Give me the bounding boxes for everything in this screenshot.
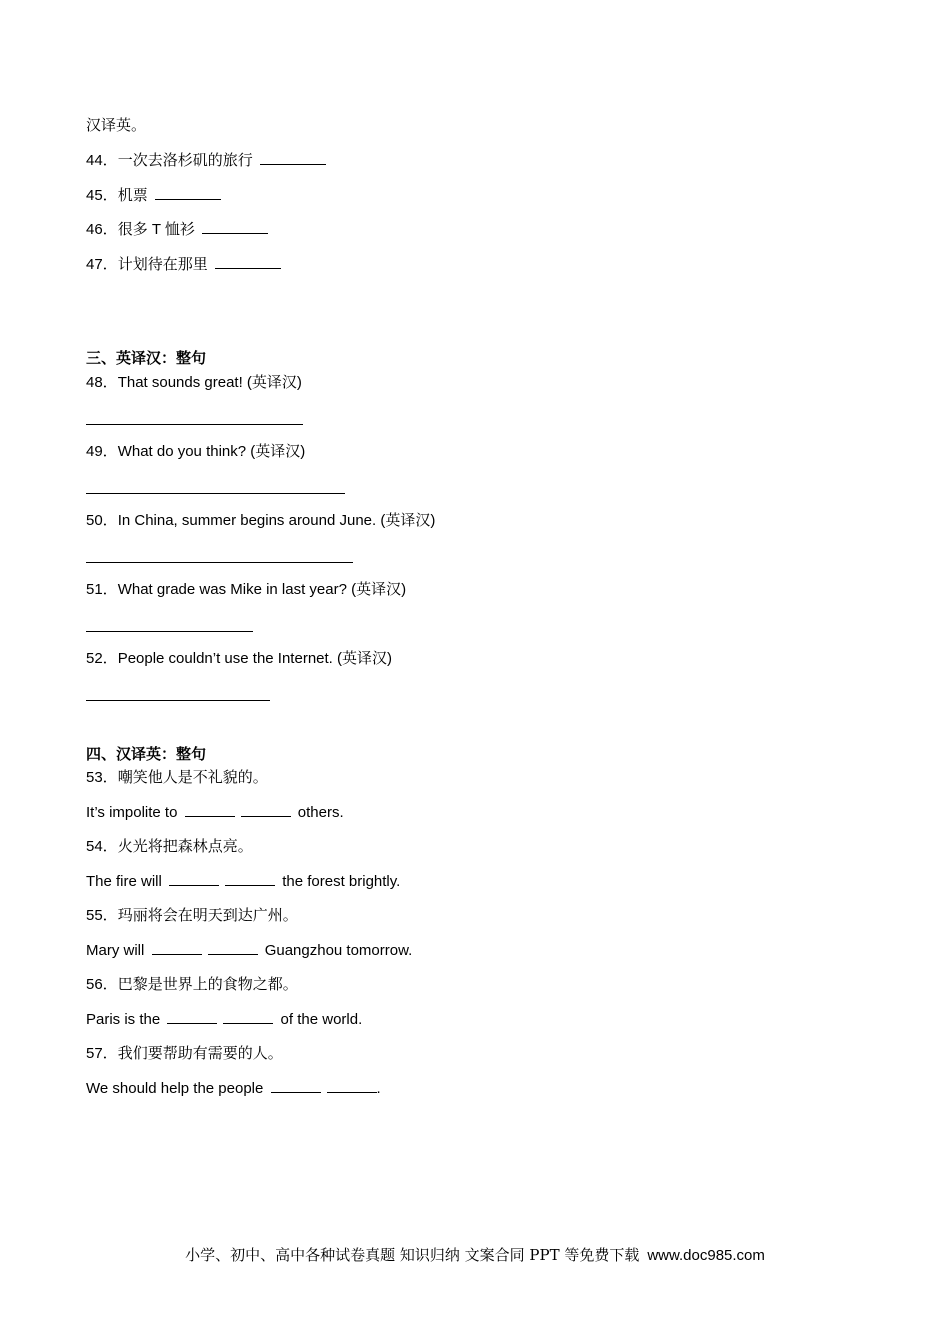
answer-blank[interactable] — [202, 219, 268, 234]
answer-blank[interactable] — [225, 871, 275, 886]
sentence-start: It’s impolite to — [86, 804, 178, 821]
answer-blank[interactable] — [169, 871, 219, 886]
question-text: 嘲笑他人是不礼貌的。 — [117, 769, 268, 786]
question-46 — [86, 219, 271, 240]
answer-line[interactable] — [86, 424, 303, 425]
question-55-en — [86, 940, 412, 961]
answer-line[interactable] — [86, 700, 270, 701]
question-56-en — [86, 1009, 362, 1030]
question-49 — [86, 442, 305, 462]
answer-blank[interactable] — [152, 940, 202, 955]
question-45 — [86, 185, 224, 206]
question-number: 55． — [86, 907, 118, 924]
question-48 — [86, 373, 302, 393]
answer-blank[interactable] — [327, 1078, 377, 1093]
question-56-cn — [86, 975, 298, 995]
answer-blank[interactable] — [223, 1009, 273, 1024]
question-number: 51． — [86, 581, 118, 598]
question-text: People couldn’t use the Internet. (英译汉) — [117, 650, 392, 667]
question-text: What do you think? (英译汉) — [117, 443, 306, 460]
question-number: 44． — [86, 152, 118, 169]
question-50 — [86, 511, 435, 531]
question-text: 玛丽将会在明天到达广州。 — [117, 907, 298, 924]
section-4-title: 四、汉译英：整句 — [86, 745, 207, 763]
question-51 — [86, 580, 406, 600]
question-44 — [86, 150, 329, 171]
question-57-en — [86, 1078, 381, 1099]
question-text: 机票 — [117, 187, 148, 204]
sentence-end: the forest brightly. — [282, 873, 401, 890]
answer-blank[interactable] — [260, 150, 326, 165]
question-text: That sounds great! (英译汉) — [117, 374, 302, 391]
section-3-title: 三、英译汉：整句 — [86, 349, 207, 367]
question-number: 47． — [86, 256, 118, 273]
question-number: 53． — [86, 769, 118, 786]
footer-site-link[interactable]: www.doc985.com — [647, 1247, 765, 1264]
question-number: 50． — [86, 512, 118, 529]
question-text: 我们要帮助有需要的人。 — [117, 1045, 283, 1062]
question-text: 火光将把森林点亮。 — [117, 838, 253, 855]
answer-blank[interactable] — [271, 1078, 321, 1093]
answer-line[interactable] — [86, 562, 353, 563]
footer-text: 小学、初中、高中各种试卷真题 知识归纳 文案合同 PPT 等免费下载 — [185, 1246, 640, 1264]
question-text: In China, summer begins around June. (英译汉) — [117, 512, 436, 529]
answer-blank[interactable] — [208, 940, 258, 955]
answer-blank[interactable] — [241, 802, 291, 817]
question-number: 57． — [86, 1045, 118, 1062]
question-54-cn — [86, 837, 253, 857]
sentence-end: of the world. — [280, 1011, 363, 1028]
question-text: 巴黎是世界上的食物之都。 — [117, 976, 298, 993]
sentence-end: others. — [297, 804, 344, 821]
answer-line[interactable] — [86, 493, 345, 494]
sentence-end: Guangzhou tomorrow. — [264, 942, 413, 959]
sentence-end: . — [376, 1080, 381, 1097]
question-55-cn — [86, 906, 298, 926]
answer-line[interactable] — [86, 631, 253, 632]
question-number: 54． — [86, 838, 118, 855]
question-number: 48． — [86, 374, 118, 391]
question-57-cn — [86, 1044, 283, 1064]
sentence-start: Paris is the — [86, 1011, 161, 1028]
answer-blank[interactable] — [155, 185, 221, 200]
question-54-en — [86, 871, 400, 892]
question-text: 很多 T 恤衫 — [117, 221, 195, 238]
sentence-start: We should help the people — [86, 1080, 264, 1097]
question-number: 49． — [86, 443, 118, 460]
instruction-cn-to-en: 汉译英。 — [86, 117, 147, 134]
question-number: 45． — [86, 187, 118, 204]
question-53-en — [86, 802, 344, 823]
question-52 — [86, 649, 392, 669]
question-number: 56． — [86, 976, 118, 993]
question-53-cn — [86, 768, 268, 788]
answer-blank[interactable] — [185, 802, 235, 817]
question-number: 46． — [86, 221, 118, 238]
page-footer — [0, 1244, 950, 1265]
answer-blank[interactable] — [167, 1009, 217, 1024]
question-text: What grade was Mike in last year? (英译汉) — [117, 581, 407, 598]
answer-blank[interactable] — [215, 254, 281, 269]
question-text: 计划待在那里 — [117, 256, 208, 273]
question-number: 52． — [86, 650, 118, 667]
sentence-start: The fire will — [86, 873, 162, 890]
question-text: 一次去洛杉矶的旅行 — [117, 152, 253, 169]
question-47 — [86, 254, 284, 275]
sentence-start: Mary will — [86, 942, 145, 959]
